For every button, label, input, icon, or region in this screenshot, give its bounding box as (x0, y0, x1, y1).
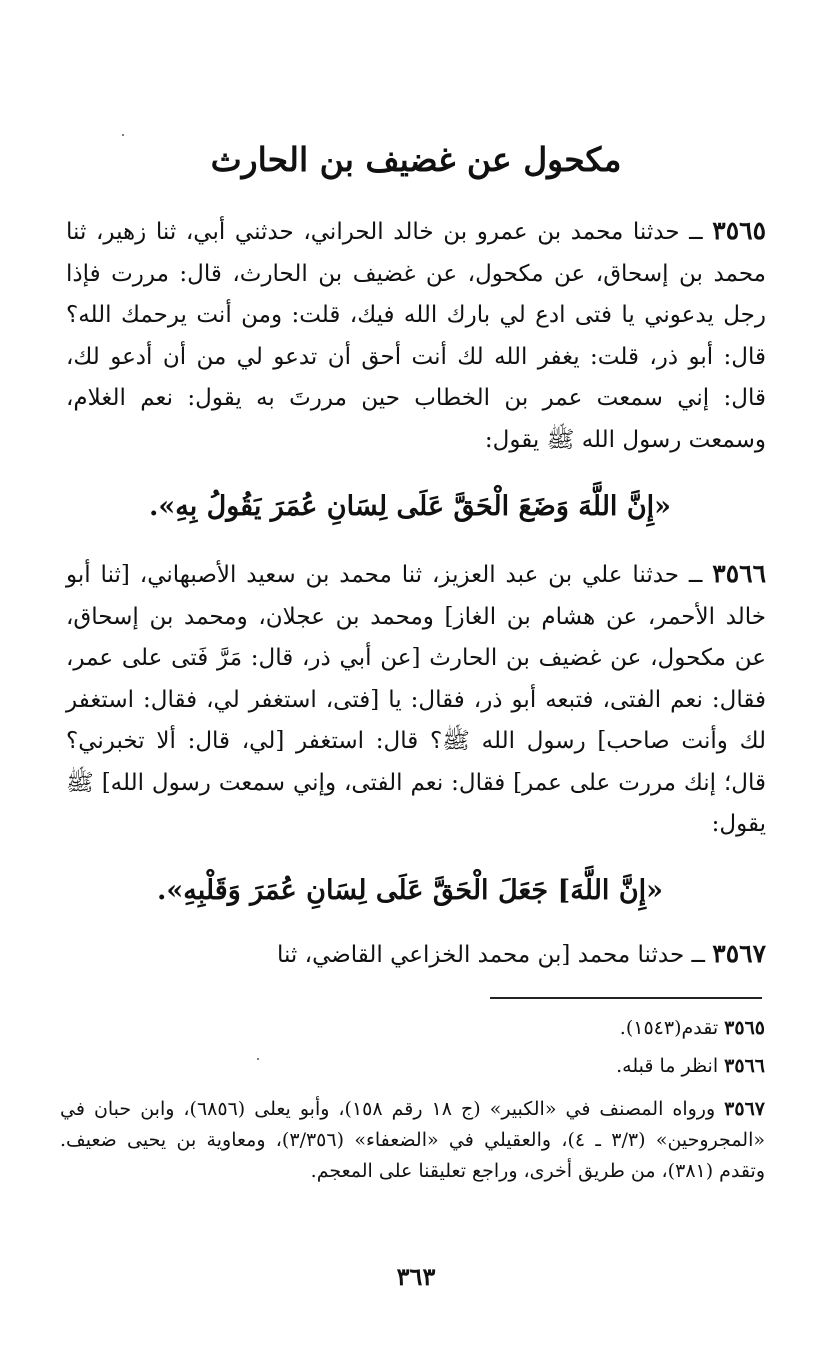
hadith-quote: «إِنَّ اللَّهَ] جَعَلَ الْحَقَّ عَلَى لِسَانِ عُمَرَ وَقَلْبِهِ». (156, 875, 664, 906)
footnote-number: ٣٥٦٥ (724, 1017, 765, 1039)
footnote-text: تقدم(١٥٤٣). (619, 1017, 725, 1039)
entry-3565 (66, 210, 766, 461)
entry-text: ــ حدثنا محمد بن عمرو بن خالد الحراني، حدثني أبي، ثنا زهير، ثنا محمد بن إسحاق، عن مكحول، عن غضيف بن الحارث، قال: مررت فإذا رجل يدعوني يا فتى ادع لي بارك الله فيك، قلت: ومن أنت يرحمك الله؟ قال: أبو ذر، قلت: يغفر الله لك أنت أحق أن تدعو لي من أن أدعو لك، قال: إني سمعت عمر بن الخطاب حين مررتَ به يقول: نعم الغلام، وسمعت رسول الله ﷺ يقول: (66, 219, 766, 453)
entry-number: ٣٥٦٦ (712, 559, 766, 588)
section-title: مكحول عن غضيف بن الحارث (210, 140, 622, 179)
entry-number: ٣٥٦٧ (712, 939, 766, 968)
hadith-quote: «إِنَّ اللَّهَ وَضَعَ الْحَقَّ عَلَى لِسَانِ عُمَرَ يَقُولُ بِهِ». (148, 491, 672, 522)
footnote-number: ٣٥٦٦ (724, 1055, 765, 1077)
footnote-3565 (60, 1013, 765, 1044)
entry-3566 (66, 553, 766, 846)
footnote-separator (490, 997, 762, 999)
entry-number: ٣٥٦٥ (712, 216, 766, 245)
footnote-text: انظر ما قبله. (616, 1055, 725, 1077)
footnote-text: ورواه المصنف في «الكبير» (ج ١٨ رقم ١٥٨)، وأبو يعلى (٦٨٥٦)، وابن حبان في «المجروحين» (٣/٣ ـ ٤)، والعقيلي في «الضعفاء» (٣/٣٥٦)، ومعاوية بن يحيى ضعيف. وتقدم (٣٨١)، من طريق أخرى، وراجع تعليقنا على المعجم. (60, 1098, 765, 1182)
footnote-3567 (60, 1094, 765, 1187)
footnote-number: ٣٥٦٧ (724, 1098, 765, 1120)
page-number: ٣٦٣ (396, 1262, 436, 1291)
entry-text: ــ حدثنا محمد [بن محمد الخزاعي القاضي، ثنا (276, 942, 713, 968)
footnote-3566 (60, 1051, 765, 1082)
entry-3567 (66, 933, 766, 977)
entry-text: ــ حدثنا علي بن عبد العزيز، ثنا محمد بن سعيد الأصبهاني، [ثنا أبو خالد الأحمر، عن هشام بن الغاز] ومحمد بن عجلان، ومحمد بن إسحاق، عن مكحول، عن غضيف بن الحارث [عن أبي ذر، قال: مَرَّ فَتى على عمر، فقال: نعم الفتى، فتبعه أبو ذر، فقال: يا [فتى، استغفر لي، فقال: استغفر لك وأنت صاحب] رسول الله ﷺ؟ قال: استغفر [لي، قال: ألا تخبرني؟ قال؛ إنك مررت على عمر] فقال: نعم الفتى، وإني سمعت رسول الله] ﷺ يقول: (66, 562, 766, 837)
scan-speck (122, 134, 124, 136)
